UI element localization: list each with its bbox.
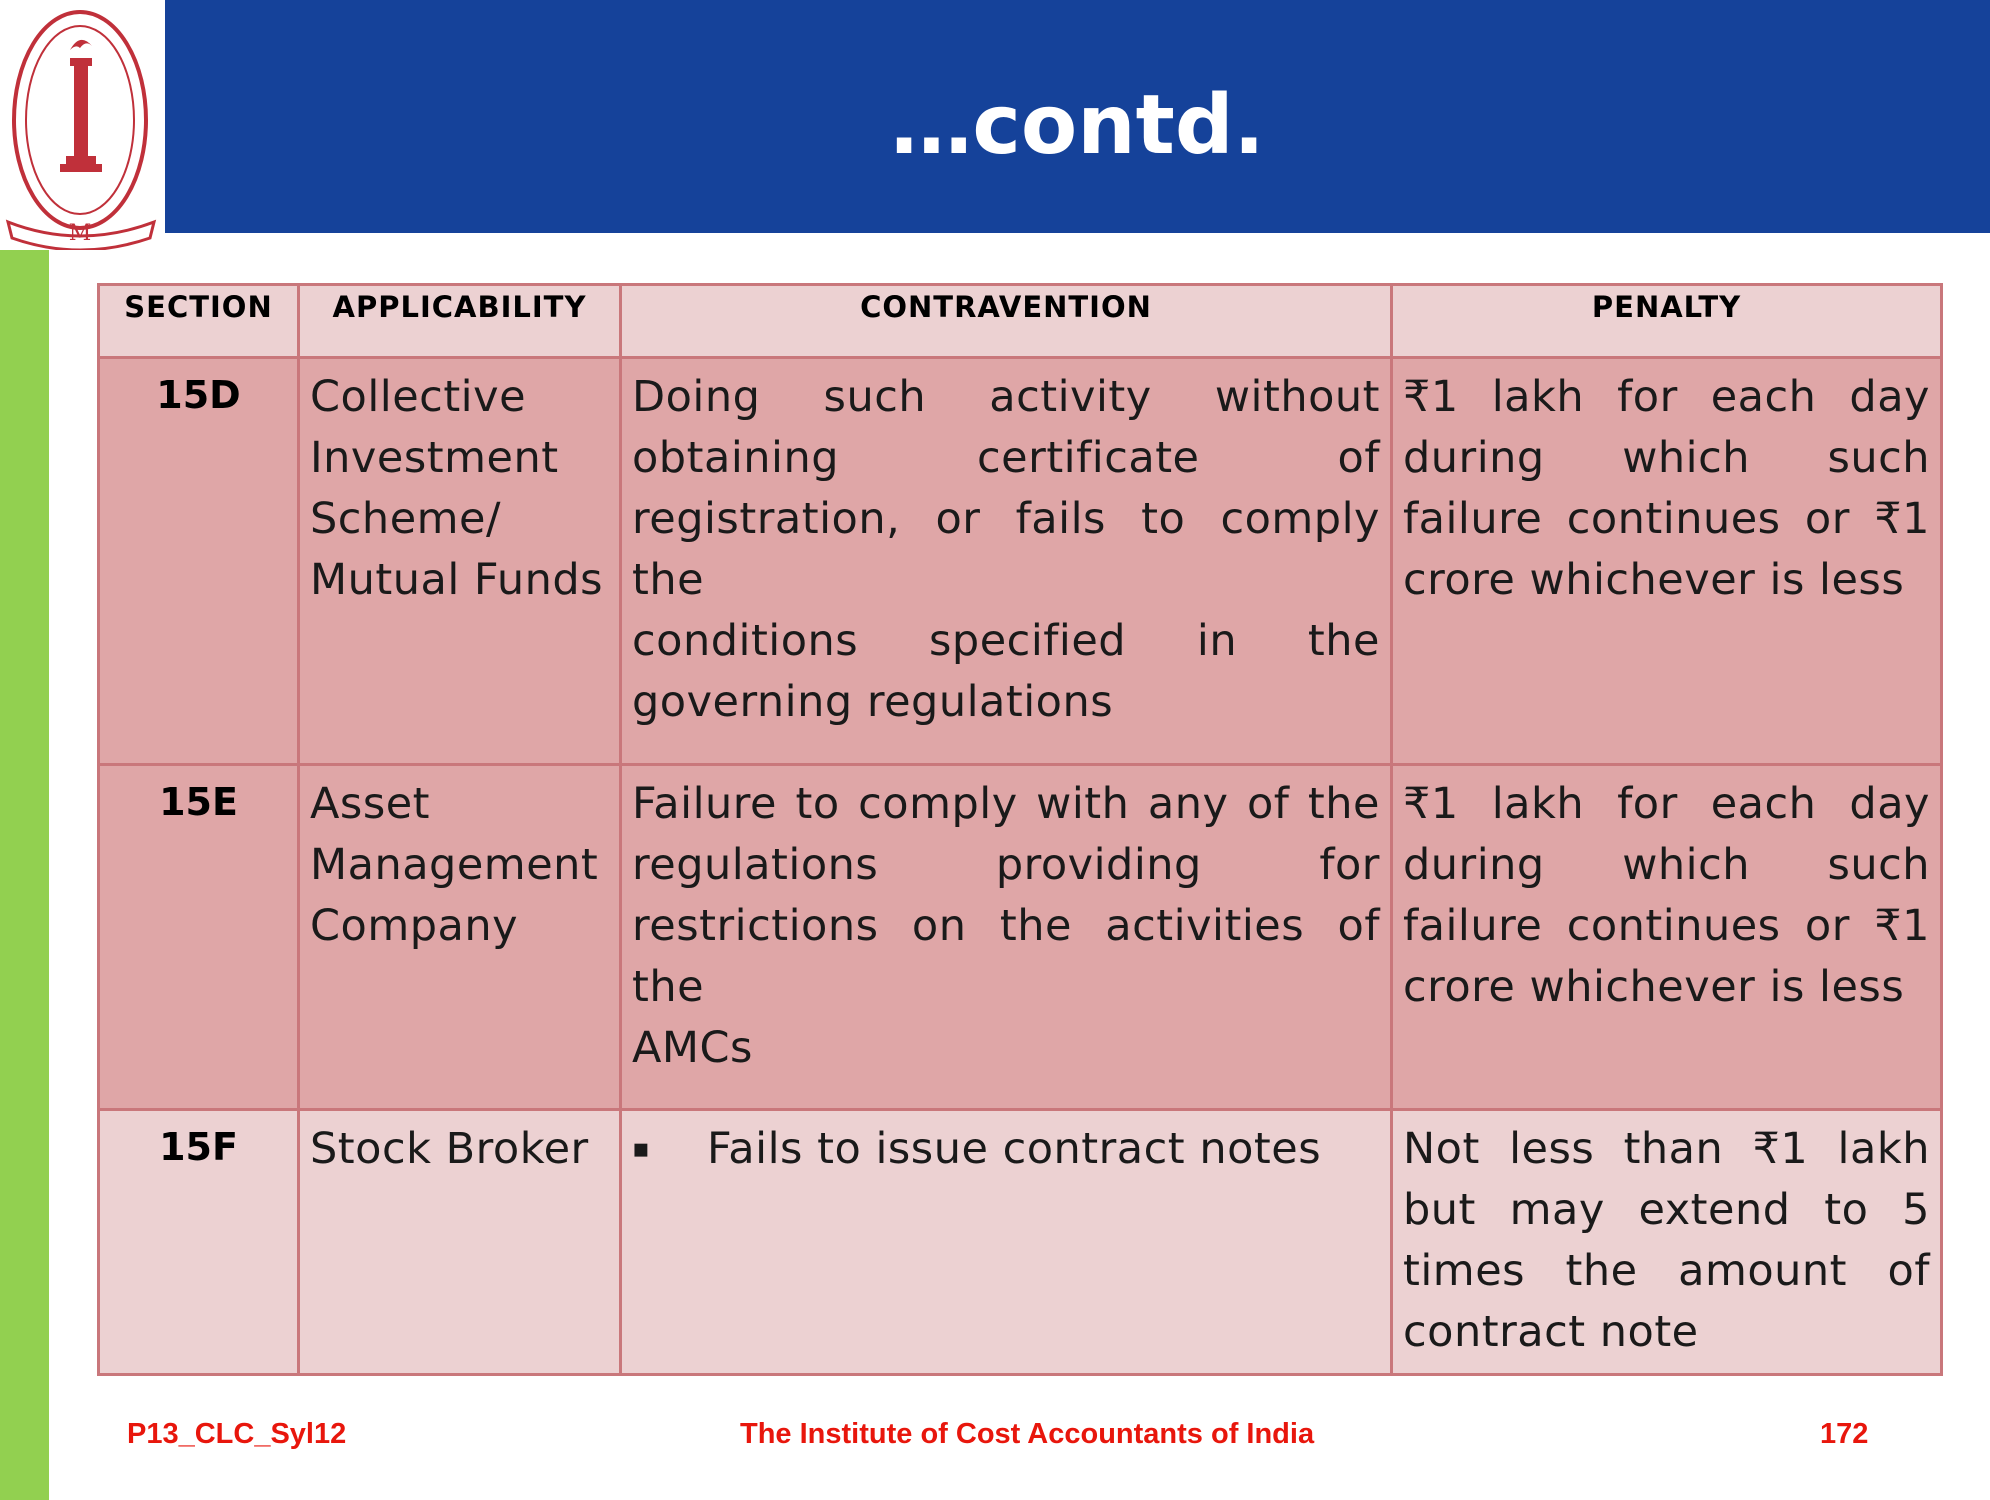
text-line: failure continues or ₹1	[1403, 901, 1930, 951]
text-line: Failure to comply with any of the	[632, 779, 1380, 829]
text-line: Collective	[310, 372, 527, 422]
text-line: Company	[310, 901, 519, 951]
footer-page-number: 172	[1820, 1418, 1869, 1450]
table-row	[99, 1110, 1942, 1375]
applicability-cell	[299, 765, 621, 1110]
text-line: Investment	[310, 433, 559, 483]
institute-logo	[0, 0, 165, 250]
text-line: conditions specified in the	[632, 616, 1380, 666]
header-contravention: CONTRAVENTION	[621, 285, 1392, 358]
header-bar	[165, 0, 1990, 233]
penalty-table	[97, 283, 1943, 1376]
text-line: obtaining certificate of	[632, 433, 1380, 483]
penalty-cell	[1392, 1110, 1942, 1375]
accent-side-bar	[0, 250, 49, 1500]
header-section: SECTION	[99, 285, 299, 358]
text-line: Scheme/	[310, 494, 501, 544]
text-line: Doing such activity without	[632, 372, 1380, 422]
text-line: crore whichever is less	[1403, 962, 1905, 1012]
applicability-cell	[299, 1110, 621, 1375]
text-line: failure continues or ₹1	[1403, 494, 1930, 544]
applicability-cell	[299, 358, 621, 765]
svg-text:M: M	[68, 221, 92, 246]
text-line: Not less than ₹1 lakh	[1403, 1124, 1930, 1174]
penalty-cell	[1392, 358, 1942, 765]
text-line: regulations providing for	[632, 840, 1380, 890]
text-line: contract note	[1403, 1307, 1699, 1357]
contravention-cell	[621, 1110, 1392, 1375]
text-line: governing regulations	[632, 677, 1114, 727]
text-line: restrictions on the activities of the	[632, 901, 1380, 1012]
header-applicability: APPLICABILITY	[299, 285, 621, 358]
text-line: crore whichever is less	[1403, 555, 1905, 605]
text-line: during which such	[1403, 840, 1930, 890]
page-title: …contd.	[890, 78, 1265, 173]
footer-institute-name: The Institute of Cost Accountants of India	[740, 1418, 1315, 1450]
contravention-cell	[621, 765, 1392, 1110]
section-cell: 15F	[99, 1110, 299, 1375]
table-header-row	[99, 285, 1942, 358]
penalty-cell	[1392, 765, 1942, 1110]
text-line: during which such	[1403, 433, 1930, 483]
bullet-item	[632, 1119, 1380, 1180]
text-line: AMCs	[632, 1023, 753, 1073]
table-row	[99, 765, 1942, 1110]
text-line: Asset	[310, 779, 431, 829]
section-cell: 15D	[99, 358, 299, 765]
text-line: but may extend to 5	[1403, 1185, 1930, 1235]
text-line: Management	[310, 840, 599, 890]
text-line: Mutual Funds	[310, 555, 604, 605]
text-line: ₹1 lakh for each day	[1403, 372, 1930, 422]
text-line: Fails to issue contract notes	[707, 1124, 1322, 1174]
table-row	[99, 358, 1942, 765]
text-line: registration, or fails to comply the	[632, 494, 1380, 605]
footer-course-code: P13_CLC_Syl12	[127, 1418, 347, 1450]
text-line: ₹1 lakh for each day	[1403, 779, 1930, 829]
text-line: Stock Broker	[310, 1124, 589, 1174]
contravention-cell	[621, 358, 1392, 765]
text-line: times the amount of	[1403, 1246, 1930, 1296]
square-bullet-icon: ▪	[632, 1134, 651, 1164]
header-penalty: PENALTY	[1392, 285, 1942, 358]
institute-seal-icon	[0, 0, 165, 250]
section-cell: 15E	[99, 765, 299, 1110]
